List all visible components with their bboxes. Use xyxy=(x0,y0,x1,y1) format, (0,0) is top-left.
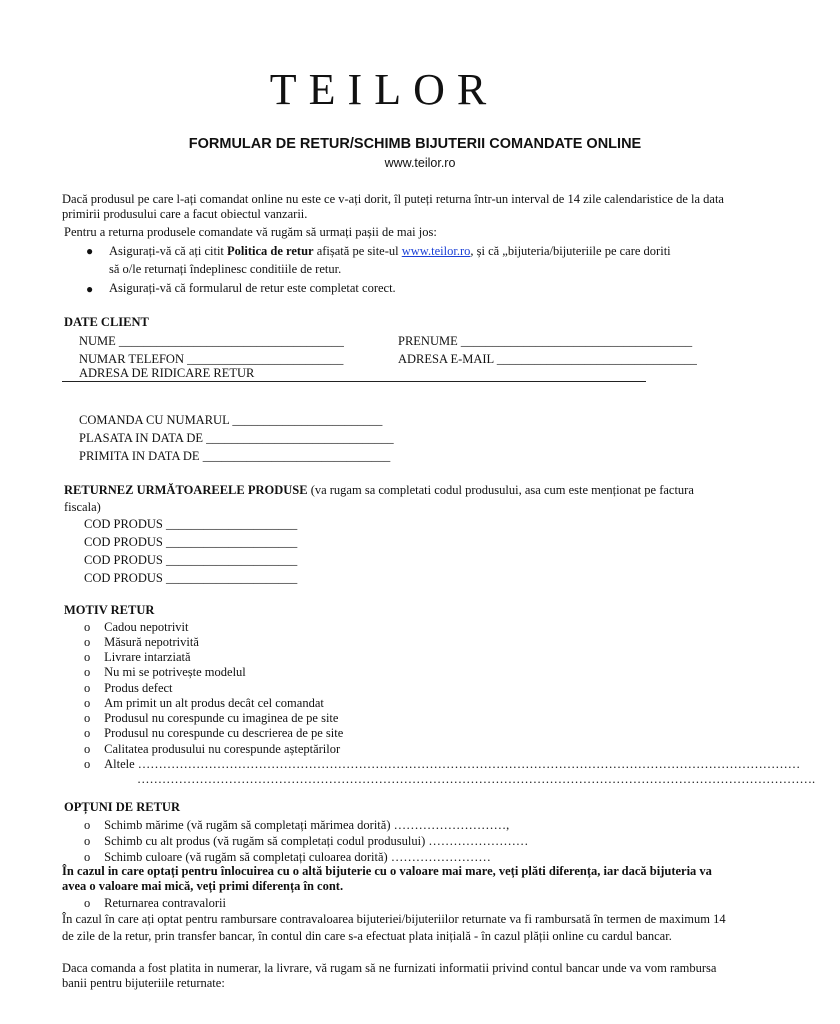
client-heading: DATE CLIENT xyxy=(64,315,149,329)
primita-field[interactable]: PRIMITA IN DATA DE ______________________________ xyxy=(79,449,391,463)
product-code-field[interactable]: COD PRODUS _____________________ xyxy=(84,571,298,585)
product-code-field[interactable]: COD PRODUS _____________________ xyxy=(84,553,298,567)
cash-note: Daca comanda a fost platita in numerar, la livrare, vă rugam să ne furnizati informatii privind contul bancar unde va vom rambursa banii pentru bijuteriile returnate: xyxy=(62,961,717,990)
motiv-heading: MOTIV RETUR xyxy=(64,603,155,617)
comanda-field[interactable]: COMANDA CU NUMARUL ________________________ xyxy=(79,413,383,427)
optiune-returnare[interactable] xyxy=(84,896,226,911)
optiune-schimb-produs[interactable] xyxy=(84,834,528,849)
motiv-option[interactable] xyxy=(84,635,199,650)
motiv-option-label: Produs defect xyxy=(104,681,173,695)
bullet-dot: ● xyxy=(86,244,94,258)
adresa-label: ADRESA DE RIDICARE RETUR xyxy=(79,366,255,380)
motiv-option-label: Cadou nepotrivit xyxy=(104,620,189,634)
motiv-option-label: Produsul nu corespunde cu imaginea de pe site xyxy=(104,711,339,725)
refund-note: În cazul în care ați optat pentru rambursare contravaloarea bijuteriei/bijuteriilor returnate va fi rambursată în termen de maximum 14 de zile de la retur, prin transfer bancar, în contul din care s-a efectuat plata inițială - în cazul plății online cu cardul bancar. xyxy=(62,912,726,943)
products-heading-note2: fiscala) xyxy=(64,500,101,514)
policy-bold: Politica de retur xyxy=(227,244,314,258)
radio-circle-icon[interactable]: o xyxy=(84,696,91,710)
motiv-option[interactable] xyxy=(84,696,324,711)
bullet-form: Asigurați-vă că formularul de retur este completat corect. xyxy=(109,281,396,295)
motiv-option-label: Calitatea produsului nu corespunde așteptărilor xyxy=(104,742,341,756)
radio-circle-icon[interactable]: o xyxy=(84,850,91,864)
products-heading xyxy=(64,483,694,498)
optiune-schimb-culoare[interactable] xyxy=(84,850,491,865)
intro-paragraph: Dacă produsul pe care l-ați comandat online nu este ce v-ați dorit, îl puteți returna într-un interval de 14 zile calendaristice de la data primirii produsului care a facut obiectul vanzarii. xyxy=(62,192,724,221)
radio-circle-icon[interactable]: o xyxy=(84,896,91,910)
bullet-policy-post: , și că „bijuteria/bijuteriile pe care doriti xyxy=(470,244,671,258)
product-code-field[interactable]: COD PRODUS _____________________ xyxy=(84,517,298,531)
radio-circle-icon[interactable]: o xyxy=(84,726,91,740)
optiune-schimb-marime[interactable] xyxy=(84,818,509,833)
motiv-option[interactable] xyxy=(84,742,340,757)
optiune-label: Schimb culoare (vă rugăm să completați culoarea dorită) …………………… xyxy=(104,850,491,864)
optiune-label: Schimb cu alt produs (vă rugăm să completați codul produsului) …………………… xyxy=(104,834,529,848)
radio-circle-icon[interactable]: o xyxy=(84,681,91,695)
motiv-option[interactable] xyxy=(84,620,189,635)
motiv-option-label: Altele …………………………………………………………………………………………………………………………………………… xyxy=(104,757,801,771)
brand-logo: TEILOR xyxy=(269,65,499,114)
products-heading-note: (va rugam sa completati codul produsului, asa cum este menționat pe factura xyxy=(307,483,694,497)
motiv-option[interactable] xyxy=(84,726,343,741)
bullet-policy-text: Asigurați-vă că ați citit xyxy=(109,244,228,258)
radio-circle-icon[interactable]: o xyxy=(84,665,91,679)
radio-circle-icon[interactable]: o xyxy=(84,711,91,725)
motiv-option-label: Măsură nepotrivită xyxy=(104,635,199,649)
product-code-field[interactable]: COD PRODUS _____________________ xyxy=(84,535,298,549)
motiv-option-label: Produsul nu corespunde cu descrierea de pe site xyxy=(104,726,344,740)
motiv-option[interactable] xyxy=(84,650,191,665)
bullet-dot: ● xyxy=(86,282,94,296)
steps-lead: Pentru a returna produsele comandate vă rugăm să urmați pașii de mai jos: xyxy=(64,225,437,239)
prenume-field[interactable]: PRENUME _____________________________________ xyxy=(398,334,693,348)
radio-circle-icon[interactable]: o xyxy=(84,742,91,756)
radio-circle-icon[interactable]: o xyxy=(84,818,91,832)
website-link[interactable]: www.teilor.ro xyxy=(401,244,471,258)
optiune-label: Schimb mărime (vă rugăm să completați mărimea dorită) ………………………, xyxy=(104,818,510,832)
bullet-policy xyxy=(109,244,671,259)
motiv-option[interactable] xyxy=(84,665,246,680)
motiv-option-label: Nu mi se potrivește modelul xyxy=(104,665,246,679)
motiv-option[interactable] xyxy=(84,681,173,696)
radio-circle-icon[interactable]: o xyxy=(84,650,91,664)
radio-circle-icon[interactable]: o xyxy=(84,620,91,634)
radio-circle-icon[interactable]: o xyxy=(84,635,91,649)
optiuni-heading: OPȚUNI DE RETUR xyxy=(64,800,180,814)
adresa-line[interactable] xyxy=(62,381,646,382)
bullet-policy-mid: afișată pe site-ul xyxy=(313,244,402,258)
radio-circle-icon[interactable]: o xyxy=(84,834,91,848)
website-text: www.teilor.ro xyxy=(384,156,456,170)
products-heading-bold: RETURNEZ URMĂTOAREELE PRODUSE xyxy=(64,483,308,497)
motiv-option-label: Am primit un alt produs decât cel comandat xyxy=(104,696,324,710)
bullet-policy-line2: să o/le returnați îndeplinesc conditiile de retur. xyxy=(109,262,342,276)
motiv-option-label: Livrare intarziată xyxy=(104,650,191,664)
radio-circle-icon[interactable]: o xyxy=(84,757,91,771)
motiv-other-line[interactable]: ………………………………………………………………………………………………………………………………………………. xyxy=(137,772,816,786)
telefon-field[interactable]: NUMAR TELEFON _________________________ xyxy=(79,352,344,366)
plasata-field[interactable]: PLASATA IN DATA DE ______________________________ xyxy=(79,431,394,445)
motiv-option-other[interactable] xyxy=(84,757,801,772)
form-title: FORMULAR DE RETUR/SCHIMB BIJUTERII COMANDATE ONLINE xyxy=(188,136,642,152)
difference-note: În cazul in care optați pentru înlocuirea cu o altă bijuterie cu o valoare mai mare, veți plăti diferența, iar dacă bijuteria va avea o valoare mai mică, veți primi diferența în cont. xyxy=(62,864,712,893)
optiune-label: Returnarea contravalorii xyxy=(104,896,226,910)
nume-field[interactable]: NUME ____________________________________ xyxy=(79,334,344,348)
motiv-option[interactable] xyxy=(84,711,338,726)
email-field[interactable]: ADRESA E-MAIL ________________________________ xyxy=(398,352,697,366)
